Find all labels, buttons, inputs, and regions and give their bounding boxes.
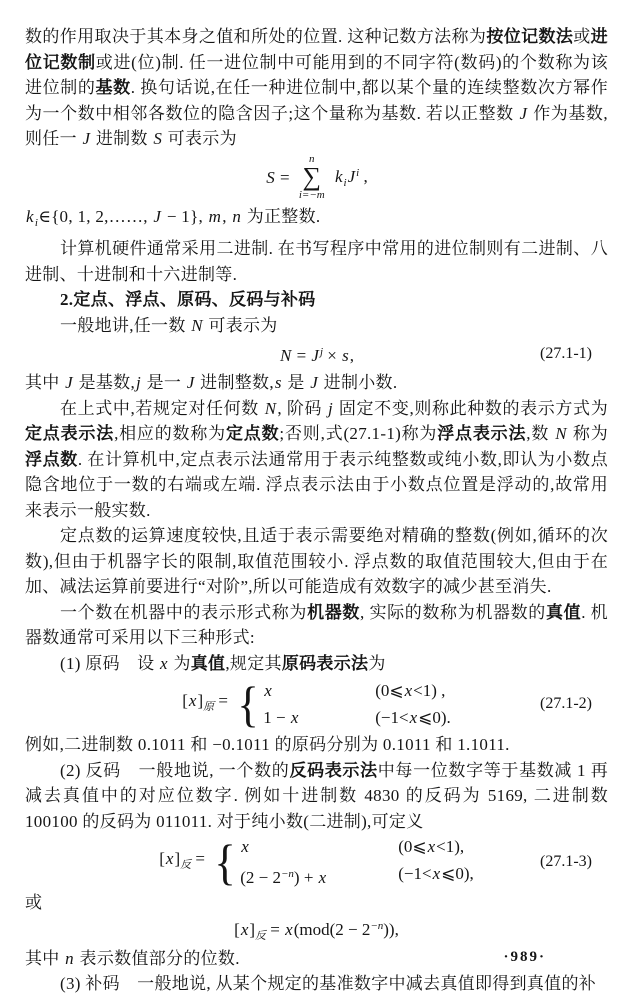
cases-body [240,835,474,890]
case-condition: (−1<x⩽0), [398,863,474,883]
summation-upper-limit: n [309,153,315,166]
paragraph-or: 或 [25,893,43,912]
formula-27-1-2 [25,676,608,732]
paragraph-fixed-point-speed: 定点数的运算速度较快,且适于表示需要绝对精确的整数(例如,循环的次数),但由于机器字长的限制,取值范围较小. 浮点数的取值范围较大,但由于在加、减法运算前要进行“对阶”,所以可能造成有效数字的减少甚至消失. [25,526,608,596]
sigma-icon: ∑ [302,162,322,192]
paragraph-original-code-intro: (1) 原码 设 x 为真值,规定其原码表示法为 [60,653,386,673]
case-row [240,835,474,859]
paragraph-inverse-code: (2) 反码 一般地说, 一个数的反码表示法中每一位数字等于基数减 1 再减去真值中的对应位数字. 例如十进制数 4830 的反码为 5169, 二进制数 100100 的反码为 011011. 对于纯小数(二进制),可定义 [25,760,609,831]
case-row [263,679,451,703]
case-expression: 1 − x [263,707,299,727]
case-expression: $(2 - 2^{-n}) + x$ [240,867,327,887]
case-row [240,862,474,890]
paragraph-n-digits: 其中 n 表示数值部分的位数. [25,948,240,968]
summation-lower-limit: i=−m [298,188,325,201]
formula-lhs: S = [266,167,294,187]
case-condition: (−1<x⩽0). [375,707,451,727]
formula-body: $N = J^j \times s$, [279,346,354,365]
equation-number-27-1-2: (27.1-2) [540,695,592,712]
paragraph-machine-number: 一个数在机器中的表示形式称为机器数, 实际的数称为机器数的真值. 机器数通常可采用以下三种形式: [25,602,608,647]
paragraph-fixed-floating-point: 在上式中,若规定对任何数 N, 阶码 j 固定不变,则称此种数的表示方式为定点表示法,相应的数称为定点数;否则,式(27.1-1)称为浮点表示法,数 N 称为浮点数. 在计算机中,定点表示法通常用于表示纯整数或纯小数,即认为小数点隐含地位于一数的右端或左端. 浮点表示法由于小数点位置是浮动的,故常用来表示一般实数. [25,398,609,520]
formula-mod-representation [25,916,608,946]
paragraph-k-constraint: $k_i\in\{0$, 1, 2,……, J − 1}, m, n 为正整数. [26,206,321,229]
cases-body [263,679,451,730]
section-heading-fixed-floating-codes: 2.定点、浮点、原码、反码与补码 [60,290,316,309]
formula-sum-representation [25,153,608,203]
case-expression: x [264,680,272,700]
formula-lhs: $[x]_反$ = [159,849,210,871]
formula-rhs: $k_iJ^i$ , [330,166,368,189]
paragraph-complement-code-intro: (3) 补码 一般地说, 从某个规定的基准数字中减去真值即得到真值的补 [60,974,597,993]
case-condition: (0⩽x<1) , [375,680,446,700]
summation-symbol [299,154,325,200]
formula-27-1-3 [25,834,608,890]
paragraph-counting-methods: 数的作用取决于其本身之值和所处的位置. 这种记数方法称为按位记数法或进位记数制或进(位)制. 任一进位制中可能用到的不同字符(数码)的个数称为该进位制的基数. 换句话说,在任一种进位制中,都以某个量的连续整数次方幂作为一个数中相邻各数位的隐含因子;这个量称为基数. 若以正整数 J 作为基数,则任一 J 进制数 S 可表示为 [25,27,609,148]
formula-27-1-1 [25,338,608,370]
case-row [263,706,451,730]
cases-brace-icon: { [237,676,260,732]
paragraph-computer-binary: 计算机硬件通常采用二进制. 在书写程序中常用的进位制则有二进制、八进制、十进制和十六进制等. [25,239,608,284]
paragraph-number-representation: 一般地讲,任一数 N 可表示为 [60,315,278,335]
case-expression: x [241,836,249,856]
equation-number-27-1-1: (27.1-1) [540,345,592,362]
paragraph-original-code-example: 例如,二进制数 0.1011 和 −0.1011 的原码分别为 0.1011 和 1.1011. [25,735,510,754]
document-page [25,24,608,997]
page-number: ·989· [503,949,546,965]
formula-lhs: $[x]_原$ = [182,691,233,713]
equation-number-27-1-3: (27.1-3) [540,853,592,870]
cases-brace-icon: { [214,834,237,890]
paragraph-base-explanation: 其中 J 是基数,j 是一 J 进制整数,s 是 J 进制小数. [25,373,398,392]
formula-body: $[x]_反 = x(mod(2 - 2^{-n}))$, [234,919,399,942]
case-condition: (0⩽x<1), [398,836,465,856]
